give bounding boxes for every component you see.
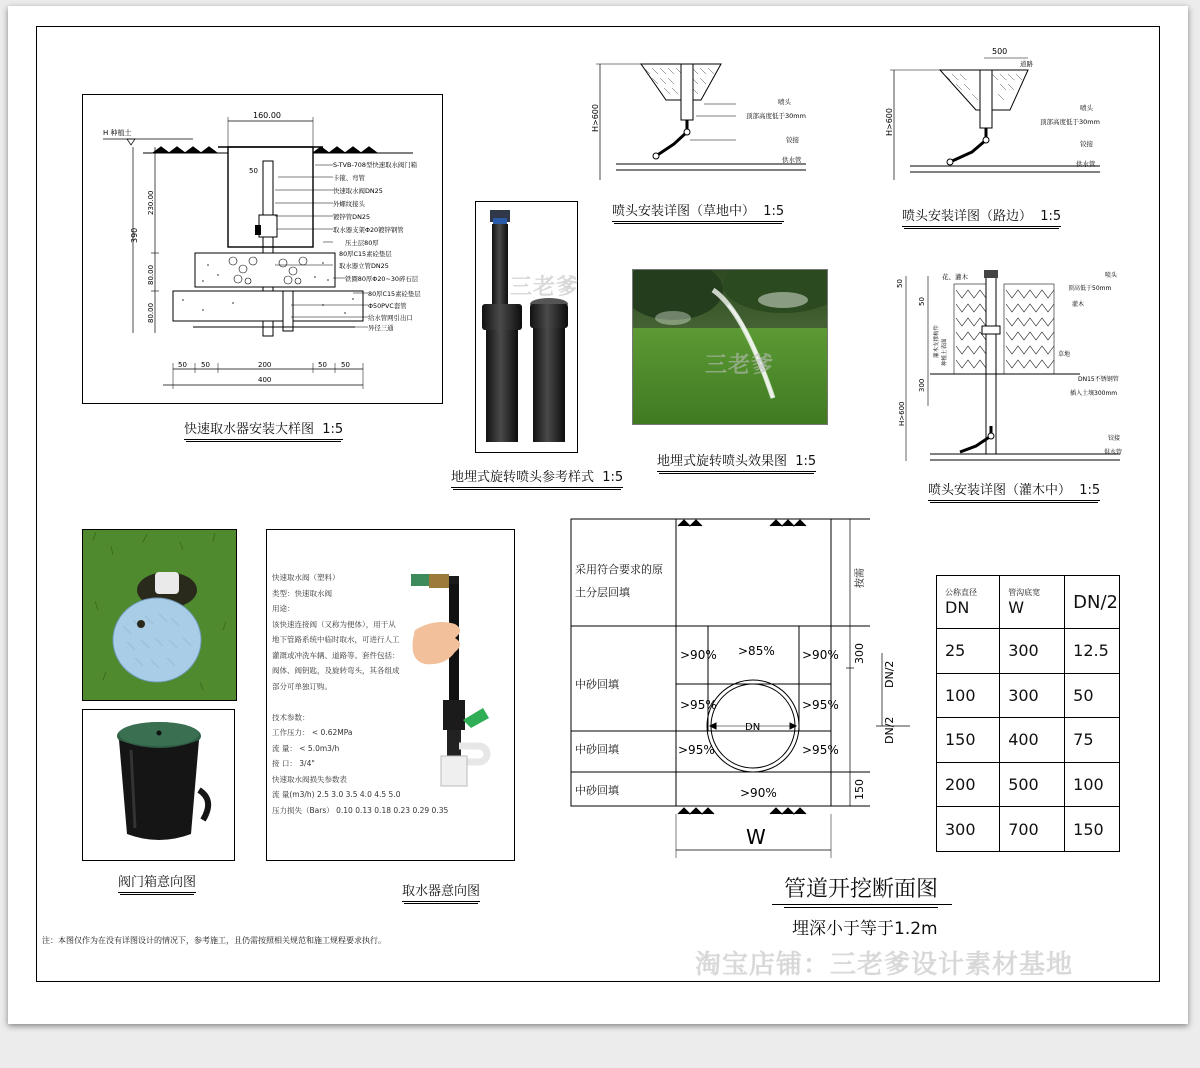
dim-150: 150 [853, 779, 866, 800]
header-dn-half: DN/2 [1065, 576, 1120, 629]
fig4-caption-text: 喷头安装详图（草地中） [612, 204, 756, 219]
fig6-d2: 50 [918, 297, 926, 306]
fig5-caption-text: 喷头安装详图（路边） [902, 209, 1033, 224]
tech-line: 地下管路系统中临时取水，可进行人工 [272, 635, 400, 644]
fig5-label-0: 喷头 [1080, 104, 1093, 112]
width-label: W [746, 825, 766, 849]
dim-b5: 50 [341, 361, 350, 369]
pct-h: >90% [740, 786, 777, 800]
header-w-en: W [1008, 598, 1025, 617]
dim-left-upper: 230.00 [147, 190, 155, 215]
label-9: 铁圈80厚Φ20~30碎石层 [345, 275, 419, 283]
fig6-label-2: 灌木 [1072, 301, 1085, 308]
fig6-label-1: 顶高低于50mm [1068, 285, 1112, 292]
fig6-top-label: 花、灌木 [942, 273, 968, 281]
tech-line: 流 量： < 5.0m3/h [272, 743, 340, 753]
label-11: Φ50PVC套管 [368, 302, 407, 310]
fig5-label-1: 顶部高度低于30mm [1040, 118, 1100, 126]
tech-line: 用途： [272, 604, 295, 613]
row-label-2: 中砂回填 [575, 743, 619, 756]
dim-b2: 50 [201, 361, 210, 369]
fig2-caption-text: 地埋式旋转喷头参考样式 [451, 470, 595, 485]
pct-g: >95% [802, 743, 839, 757]
dim-left-low: 80.00 [147, 302, 155, 323]
pct-e: >95% [802, 698, 839, 712]
fig6-label-4: 插入土壤300mm [1070, 390, 1118, 397]
fig6-h: H>600 [898, 401, 906, 426]
tech-line: 阀体、阀钥匙，及旋转弯头，其各组成 [272, 666, 400, 675]
fig6-caption-text: 喷头安装详图（灌木中） [928, 483, 1072, 498]
rotor-effect-photo [632, 269, 828, 425]
row-label-0: 采用符合要求的原土分层回填 [575, 563, 663, 599]
valve-box-photo-top [82, 529, 237, 701]
dim-small: 50 [249, 167, 258, 175]
cell: 300 [1000, 629, 1065, 674]
fig1-scale: 1:5 [322, 422, 344, 437]
label-12: 给水管网引出口 [368, 314, 413, 322]
table-header-row [937, 576, 1120, 629]
cell: 400 [1000, 718, 1065, 763]
trench-title: 管道开挖断面图 [784, 872, 938, 908]
fig4-label-0: 喷头 [778, 98, 791, 106]
drawing-note: 注：本图仅作为在没有详图设计的情况下，参考施工，且仍需按照相关规范和施工规程要求执行。 [42, 936, 386, 945]
header-dn-cn: 公称直径 [945, 588, 977, 597]
fig4-h: H>600 [591, 104, 600, 132]
table-row [937, 718, 1120, 763]
sprinkler-shrub-detail [880, 266, 1125, 466]
valve-box-photo-bottom [82, 709, 235, 861]
label-10: 80厚C15素砼垫层 [368, 290, 421, 298]
dim-b3: 200 [258, 361, 272, 369]
header-dn-en: DN [945, 598, 970, 617]
fig4-scale: 1:5 [763, 204, 785, 219]
trench-subtitle: 埋深小于等于1.2m [792, 919, 938, 939]
title-rule [772, 904, 952, 905]
label-5: 取水器支架Φ20镀锌钢管 [333, 226, 404, 234]
fig6-vlabel-1: 种植土表面 [942, 338, 948, 366]
fig1-caption [184, 418, 343, 440]
cell: 100 [937, 673, 1000, 718]
pct-d: >95% [680, 698, 717, 712]
dim-bottom-total: 400 [258, 376, 272, 384]
cell: 12.5 [1065, 629, 1120, 674]
dim-dn-half-2: DN/2 [883, 716, 896, 744]
watermark: 淘宝店铺：三老爹设计素材基地 [695, 950, 1074, 980]
fig6-label-0: 喷头 [1105, 272, 1118, 279]
table-row [937, 762, 1120, 807]
fig6-label-6: 供水管 [1104, 449, 1123, 456]
tech-line: 类型：快速取水阀 [272, 588, 332, 598]
row-label-1: 中砂回填 [575, 678, 619, 691]
cell: 700 [1000, 807, 1065, 852]
tech-line: 压力损失（Bars） 0.10 0.13 0.18 0.23 0.29 0.35 [272, 805, 449, 815]
pct-a: >90% [680, 648, 717, 662]
pct-c: >90% [802, 648, 839, 662]
fig7-caption: 阀门箱意向图 [118, 871, 196, 893]
fig2-caption [451, 466, 623, 488]
fig5-caption [902, 205, 1061, 227]
cell: 100 [1065, 762, 1120, 807]
fig5-label-2: 铰接 [1080, 140, 1093, 148]
fig6-d3: 300 [918, 378, 926, 392]
fig6-label-5: 铰接 [1108, 435, 1121, 442]
dim-top: 160.00 [253, 111, 281, 120]
dim-b4: 50 [318, 361, 327, 369]
dim-left-mid: 80.00 [147, 264, 155, 285]
rotor-reference-panel [475, 201, 578, 453]
tech-line: 工作压力： < 0.62MPa [272, 728, 353, 737]
cell: 300 [1000, 673, 1065, 718]
fig2-scale: 1:5 [602, 470, 624, 485]
label-3: 外螺纹接头 [333, 200, 365, 208]
fig3-caption [657, 450, 816, 472]
tech-line: 该快速连接阀（又称为便体），用于从 [272, 619, 396, 629]
fig5-h: H>600 [885, 108, 894, 136]
fig8-caption: 取水器意向图 [402, 880, 480, 902]
fig6-label-3: DN15不锈钢管 [1078, 376, 1119, 383]
fig6-vlabel-2: 草地 [1058, 351, 1071, 358]
pct-b: >85% [738, 644, 775, 658]
table-row [937, 629, 1120, 674]
cell: 50 [1065, 673, 1120, 718]
tech-line [272, 694, 462, 710]
fig6-scale: 1:5 [1079, 483, 1101, 498]
header-dn [937, 576, 1000, 629]
fig1-caption-text: 快速取水器安装大样图 [184, 422, 315, 437]
tech-line: 接 口： 3/4" [272, 759, 315, 768]
quick-coupler-text [272, 570, 462, 818]
pipe-width-table [936, 575, 1120, 852]
fig6-caption [928, 479, 1100, 501]
table-row [937, 807, 1120, 852]
quick-coupler-detail-drawing [83, 95, 442, 403]
tech-line: 部分可单独订购。 [272, 681, 332, 691]
tech-line: 技术参数： [272, 712, 310, 722]
label-13: 异径三通 [368, 324, 394, 332]
header-w [1000, 576, 1065, 629]
dim-300: 300 [853, 643, 866, 664]
header-w-cn: 管沟底宽 [1008, 588, 1041, 597]
watermark-small: 三老爹 [705, 353, 775, 378]
dim-top: 按需 [855, 568, 866, 588]
fig3-scale: 1:5 [795, 454, 817, 469]
fig5-scale: 1:5 [1040, 209, 1062, 224]
tech-line: 快速取水阀损失参数表 [272, 774, 347, 784]
label-1: 卡箍、弯管 [333, 174, 365, 182]
label-2: 快速取水阀DN25 [333, 187, 383, 195]
rotor-reference-drawing [476, 202, 580, 452]
fig3-caption-text: 地埋式旋转喷头效果图 [657, 454, 788, 469]
watermark-small: 三老爹 [510, 275, 580, 300]
cell: 25 [937, 629, 1000, 674]
fig4-label-1: 顶部高度低于30mm [746, 112, 806, 120]
cell: 500 [1000, 762, 1065, 807]
quick-coupler-detail-panel [82, 94, 443, 404]
cell: 150 [937, 718, 1000, 763]
fig5-side: 道路 [1020, 60, 1033, 68]
sprinkler-roadside-detail [880, 40, 1110, 180]
label-8: 取水器立管DN25 [339, 262, 389, 270]
fig5-label-3: 供水管 [1076, 160, 1096, 168]
fig4-caption [612, 200, 784, 222]
cell: 75 [1065, 718, 1120, 763]
cell: 300 [937, 807, 1000, 852]
table-row [937, 673, 1120, 718]
dim-left-total: 390 [130, 227, 139, 243]
label-6: 压土层80厚 [345, 239, 379, 247]
fig5-top: 500 [992, 47, 1008, 56]
tech-line: 快速取水阀（塑料） [272, 573, 340, 582]
tech-line: 灌溉或冲洗车辆、道路等。套件包括： [272, 650, 400, 660]
sprinkler-lawn-detail [586, 40, 816, 180]
trench-section-drawing [570, 518, 930, 868]
label-0: S-TVB-708型快速取水阀门箱 [333, 161, 418, 169]
fig6-vlabel-0: 灌木支撑构件 [934, 324, 940, 358]
row-label-3: 中砂回填 [575, 784, 619, 797]
pipe-label: DN [745, 722, 761, 733]
level-label: H 种植土 [103, 129, 132, 137]
fig6-d1: 50 [896, 279, 904, 288]
tech-line: 流 量(m3/h) 2.5 3.0 3.5 4.0 4.5 5.0 [272, 790, 401, 799]
label-4: 镀锌管DN25 [333, 213, 371, 221]
cell: 150 [1065, 807, 1120, 852]
dim-b1: 50 [178, 361, 187, 369]
label-7: 80厚C15素砼垫层 [339, 250, 392, 258]
pct-f: >95% [678, 743, 715, 757]
cell: 200 [937, 762, 1000, 807]
dim-dn-half-1: DN/2 [883, 660, 896, 688]
fig4-label-2: 铰接 [786, 136, 799, 144]
fig4-label-3: 供水管 [782, 156, 802, 164]
